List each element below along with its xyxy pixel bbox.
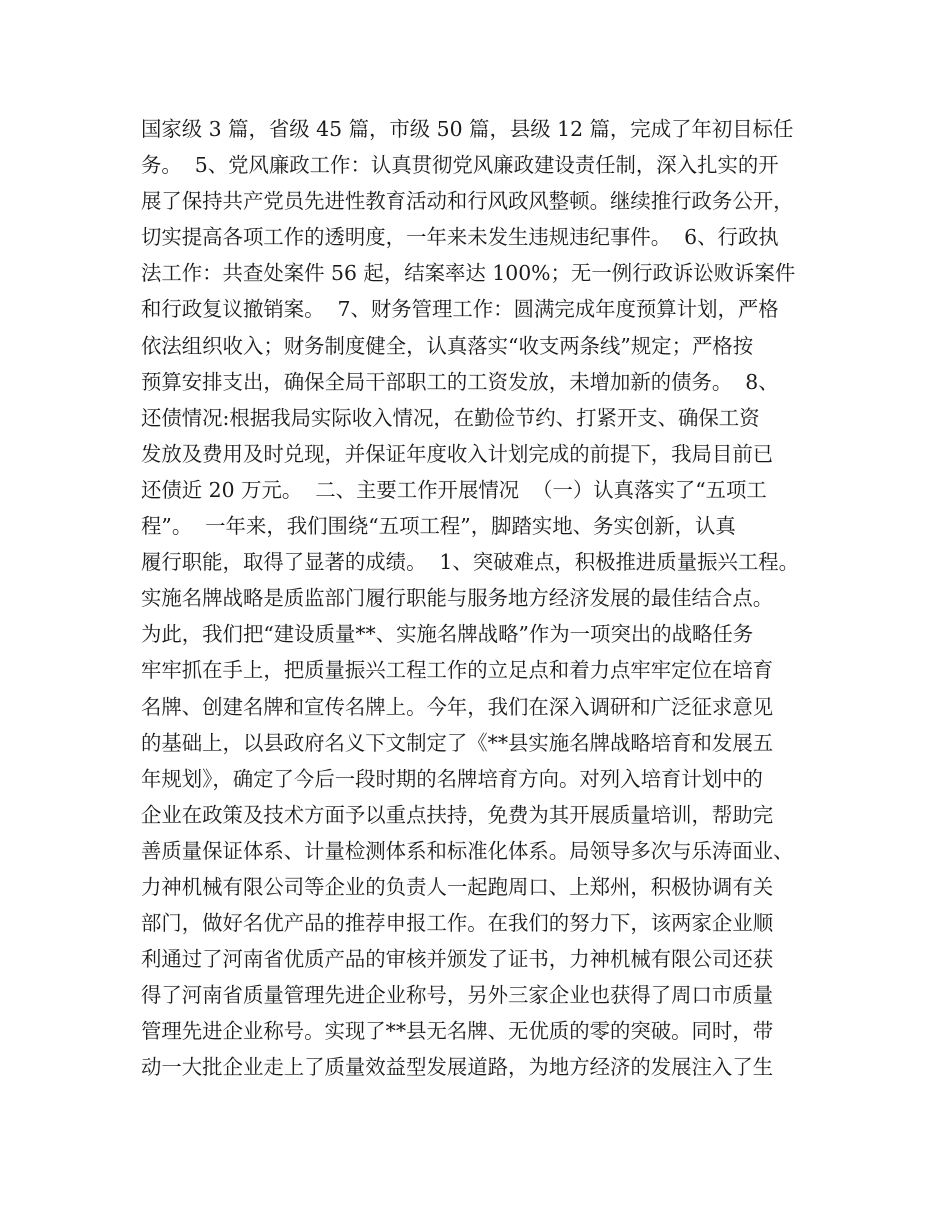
text-line: 利通过了河南省优质产品的审核并颁发了证书，力神机械有限公司还获 bbox=[141, 947, 774, 972]
text-line: 履行职能，取得了显著的成绩。 1、突破难点，积极推进质量振兴工程。 bbox=[141, 550, 800, 575]
text-line: 牢牢抓在手上，把质量振兴工程工作的立足点和着力点牢牢定位在培育 bbox=[141, 658, 774, 683]
text-line: 还债情况:根据我局实际收入情况，在勤俭节约、打紧开支、确保工资 bbox=[141, 405, 760, 430]
text-line: 务。 5、党风廉政工作：认真贯彻党风廉政建设责任制，深入扎实的开 bbox=[141, 153, 779, 178]
text-line: 法工作：共查处案件 56 起，结案率达 100%；无一例行政诉讼败诉案件 bbox=[141, 261, 796, 286]
text-line: 为此，我们把“建设质量**、实施名牌战略”作为一项突出的战略任务 bbox=[141, 622, 754, 647]
text-line: 名牌、创建名牌和宣传名牌上。今年，我们在深入调研和广泛征求意见 bbox=[141, 694, 774, 719]
text-line: 实施名牌战略是质监部门履行职能与服务地方经济发展的最佳结合点。 bbox=[141, 586, 774, 611]
text-line: 部门，做好名优产品的推荐申报工作。在我们的努力下，该两家企业顺 bbox=[141, 911, 774, 936]
body-text bbox=[141, 111, 821, 1086]
text-line: 国家级 3 篇，省级 45 篇，市级 50 篇，县级 12 篇，完成了年初目标任 bbox=[141, 117, 794, 141]
text-line: 切实提高各项工作的透明度，一年来未发生违规违纪事件。 6、行政执 bbox=[141, 225, 779, 250]
text-line: 企业在政策及技术方面予以重点扶持，免费为其开展质量培训，帮助完 bbox=[141, 802, 774, 827]
text-line: 的基础上，以县政府名义下文制定了《**县实施名牌战略培育和发展五 bbox=[141, 730, 774, 755]
text-line: 还债近 20 万元。 二、主要工作开展情况 （一）认真落实了“五项工 bbox=[141, 477, 767, 502]
text-line: 管理先进企业称号。实现了**县无名牌、无优质的零的突破。同时，带 bbox=[141, 1019, 774, 1044]
text-line: 动一大批企业走上了质量效益型发展道路，为地方经济的发展注入了生 bbox=[141, 1055, 774, 1080]
text-line: 和行政复议撤销案。 7、财务管理工作：圆满完成年度预算计划，严格 bbox=[141, 297, 779, 322]
text-line: 力神机械有限公司等企业的负责人一起跑周口、上郑州，积极协调有关 bbox=[141, 874, 774, 899]
text-line: 年规划》，确定了今后一段时期的名牌培育方向。对列入培育计划中的 bbox=[141, 766, 763, 791]
text-line: 善质量保证体系、计量检测体系和标准化体系。局领导多次与乐涛面业、 bbox=[141, 838, 794, 863]
text-line: 展了保持共产党员先进性教育活动和行风政风整顿。继续推行政务公开， bbox=[141, 189, 794, 214]
text-line: 得了河南省质量管理先进企业称号，另外三家企业也获得了周口市质量 bbox=[141, 983, 774, 1008]
text-line: 发放及费用及时兑现，并保证年度收入计划完成的前提下，我局目前已 bbox=[141, 441, 774, 466]
text-line: 预算安排支出，确保全局干部职工的工资发放，未增加新的债务。 8、 bbox=[141, 369, 779, 394]
text-line: 依法组织收入；财务制度健全，认真落实“收支两条线”规定；严格按 bbox=[141, 333, 754, 358]
text-line: 程”。 一年来，我们围绕“五项工程”，脚踏实地、务实创新，认真 bbox=[141, 514, 736, 539]
